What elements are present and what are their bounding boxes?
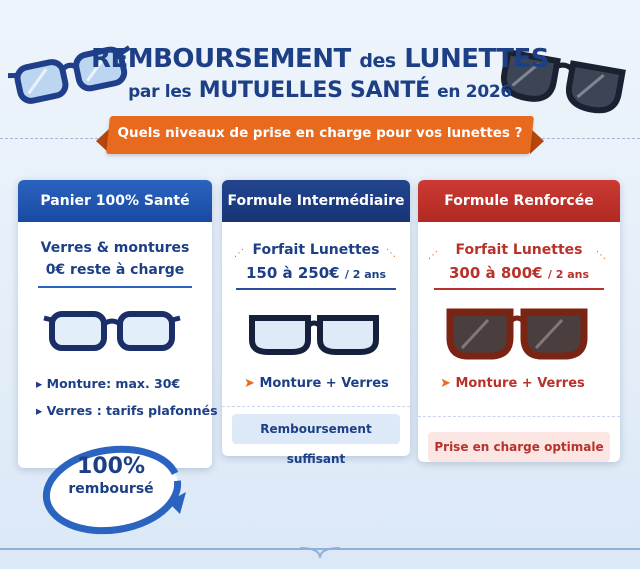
page-subtitle: par les MUTUELLES SANTÉ en 2026 bbox=[128, 78, 512, 103]
card2-dash bbox=[222, 406, 410, 407]
card1-bullet-verres: ▸ Verres : tarifs plafonnés bbox=[36, 403, 218, 418]
card3-badge: Prise en charge optimale bbox=[428, 432, 610, 462]
sparkle-right: ⋱ bbox=[386, 248, 396, 259]
sparkle-right: ⋱ bbox=[596, 250, 606, 261]
card1-bullet-monture: ▸ Monture: max. 30€ bbox=[36, 376, 181, 391]
sparkle-left: ⋰ bbox=[234, 248, 244, 259]
sparkle-left: ⋰ bbox=[428, 250, 438, 261]
card-title: Panier 100% Santé bbox=[18, 180, 212, 222]
navy-glasses-icon bbox=[42, 306, 182, 356]
card3-divider bbox=[434, 288, 604, 290]
seal-percent: 100% bbox=[77, 454, 145, 479]
page-title: REMBOURSEMENT des LUNETTES bbox=[90, 44, 550, 74]
black-glasses-icon bbox=[244, 310, 384, 358]
card3-dash bbox=[418, 416, 620, 417]
card2-line1: Forfait Lunettes bbox=[252, 242, 380, 258]
card2-divider bbox=[236, 288, 396, 290]
card2-price: 150 à 250€ / 2 ans bbox=[245, 264, 386, 282]
card3-bullet: ➤ Monture + Verres bbox=[440, 376, 585, 391]
card3-line1: Forfait Lunettes bbox=[455, 242, 583, 258]
card2-bullet: ➤ Monture + Verres bbox=[244, 376, 389, 391]
card-title: Formule Intermédiaire bbox=[222, 180, 410, 222]
card1-line2: 0€ reste à charge bbox=[45, 262, 185, 278]
card2-badge: Remboursement suffisant bbox=[232, 414, 400, 444]
card3-price: 300 à 800€ / 2 ans bbox=[448, 264, 589, 282]
card1-line1: Verres & montures bbox=[40, 240, 190, 256]
question-banner-text: Quels niveaux de prise en charge pour vos lunettes ? bbox=[117, 125, 523, 141]
card1-divider bbox=[38, 286, 192, 288]
tortoise-sunglasses-icon bbox=[442, 304, 592, 362]
footer-notch-icon bbox=[300, 540, 340, 560]
card-title: Formule Renforcée bbox=[418, 180, 620, 222]
seal-label: remboursé bbox=[68, 481, 154, 497]
